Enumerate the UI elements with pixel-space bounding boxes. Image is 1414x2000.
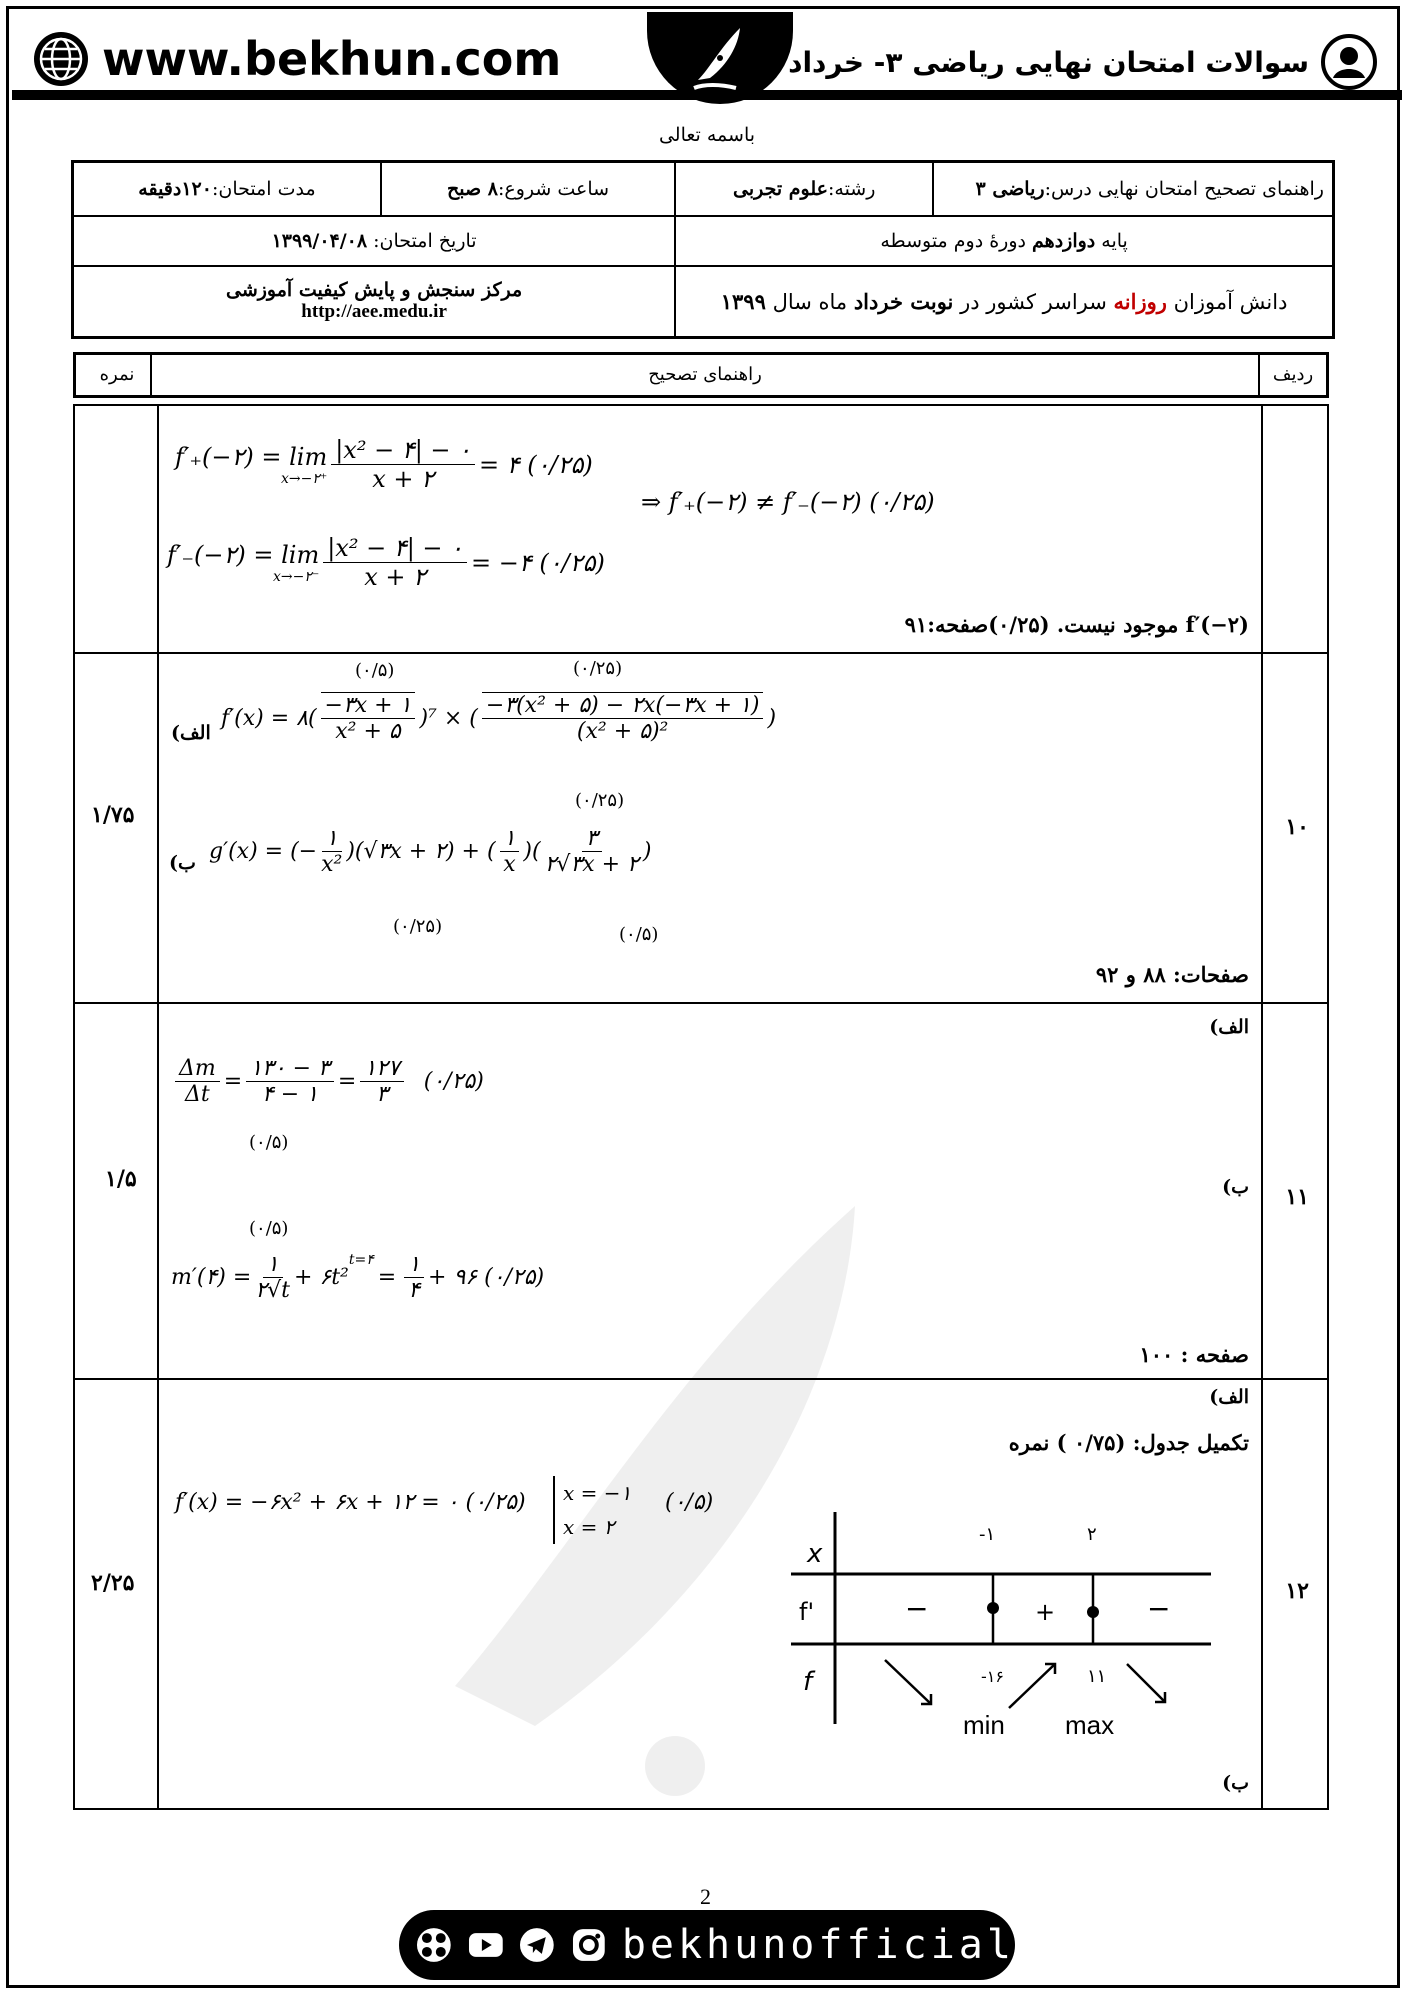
q11-a-den-score: (۰/۵) bbox=[249, 1132, 289, 1153]
answers-header bbox=[73, 352, 1329, 398]
q10-b-score-1: (۰/۲۵) bbox=[393, 916, 443, 937]
site-url[interactable]: www.bekhun.com bbox=[102, 32, 562, 86]
field-value: علوم تجربی bbox=[733, 177, 828, 200]
q11-row-number: ۱۱ bbox=[1285, 1184, 1309, 1210]
row-column-divider bbox=[1261, 406, 1263, 1808]
q12-root-2: x = ۲ bbox=[563, 1515, 615, 1539]
q9-line2-den: x + ۲ bbox=[364, 563, 427, 591]
q10-a-pow: )⁷ × ( bbox=[419, 705, 478, 731]
q11-b-rnum: ۱ bbox=[404, 1252, 424, 1278]
q11-a-res-den: ۳ bbox=[376, 1082, 388, 1107]
q10-b-label: ب) bbox=[169, 852, 196, 874]
q10-a-score-2: (۰/۲۵) bbox=[573, 658, 623, 679]
q10-b-num2: ۱ bbox=[500, 826, 520, 852]
q11-b-plus: + ۶t² bbox=[293, 1265, 349, 1290]
q10-a-close: ) bbox=[767, 705, 777, 731]
students-day: روزانه bbox=[1113, 288, 1167, 314]
q9-line2 bbox=[167, 534, 605, 591]
increasing-arrow bbox=[1009, 1664, 1055, 1708]
students-text-3: ماه سال bbox=[772, 289, 848, 314]
row-divider-q12 bbox=[75, 1378, 1327, 1380]
q10-a-formula bbox=[221, 692, 776, 744]
aparat-icon[interactable] bbox=[415, 1926, 453, 1964]
students-year: ۱۳۹۹ bbox=[720, 288, 766, 314]
grade-suffix: دورهٔ دوم متوسطه bbox=[880, 229, 1026, 252]
q10-b-mid2: )( bbox=[523, 839, 541, 864]
duration-label: مدت امتحان: bbox=[211, 177, 316, 200]
sign-table-v2: ۱۱ bbox=[1087, 1666, 1107, 1687]
q12-score: ۲/۲۵ bbox=[91, 1570, 135, 1596]
row-divider-q10 bbox=[75, 652, 1327, 654]
sign-table-max: max bbox=[1065, 1710, 1115, 1740]
row-divider-q11 bbox=[75, 1002, 1327, 1004]
center-cell bbox=[73, 266, 676, 338]
start-value: ۸ صبح bbox=[447, 177, 498, 200]
q11-page: صفحه : ۱۰۰ bbox=[1139, 1342, 1249, 1367]
q10-a-den1: x² + ۵ bbox=[335, 719, 401, 744]
q10-a-num1: −۳x + ۱ bbox=[321, 693, 416, 719]
grade-prefix: پایه bbox=[1101, 229, 1128, 252]
sign-table-x1: -۱ bbox=[979, 1524, 996, 1545]
sign-table-f-label: f bbox=[803, 1667, 813, 1697]
q11-b-formula bbox=[171, 1252, 544, 1303]
grade-cell bbox=[675, 216, 1333, 266]
q9-line2-rhs: = −۴ (۰/۲۵) bbox=[471, 548, 605, 577]
sign-table-x2: ۲ bbox=[1087, 1524, 1097, 1545]
q11-a-den: ۴ − ۱ bbox=[262, 1082, 319, 1107]
q11-a-res-num: ۱۲۷ bbox=[360, 1056, 403, 1082]
decreasing-arrow-2 bbox=[1127, 1664, 1165, 1702]
q12-equation: f′(x) = −۶x² + ۶x + ۱۲ = ۰ (۰/۲۵) bbox=[175, 1490, 526, 1515]
duration-value: ۱۲۰دقیقه bbox=[138, 177, 212, 200]
q11-b-rden: ۴ bbox=[408, 1278, 421, 1303]
q9-line1-den: x + ۲ bbox=[372, 465, 435, 493]
center-url[interactable]: http://aee.medu.ir bbox=[301, 301, 447, 323]
sign-table-s2: + bbox=[1035, 1598, 1056, 1626]
sign-table-v1: -۱۶ bbox=[981, 1667, 1004, 1686]
sign-table-min: min bbox=[963, 1710, 1005, 1740]
sign-table-fp-label: f' bbox=[799, 1598, 815, 1626]
q10-a-score-1: (۰/۵) bbox=[355, 660, 395, 681]
instagram-icon[interactable] bbox=[570, 1926, 608, 1964]
q12-root-1: x = −۱ bbox=[563, 1481, 632, 1505]
bismillah: باسمه تعالی bbox=[658, 124, 756, 146]
footer-brand[interactable]: bekhunofficial bbox=[621, 1922, 1015, 1968]
site-link[interactable] bbox=[32, 30, 561, 88]
score-column-divider bbox=[157, 406, 159, 1808]
q12-row-number: ۱۲ bbox=[1285, 1578, 1309, 1604]
top-banner bbox=[12, 12, 1402, 100]
q10-b-mid: )(√۳x + ۲) + ( bbox=[346, 839, 496, 864]
q12-b-label: ب) bbox=[1222, 1772, 1249, 1794]
q11-a-score: (۰/۲۵) bbox=[423, 1069, 484, 1094]
q9-line2-sub: x→−۲⁻ bbox=[272, 568, 320, 585]
col-row-header: ردیف bbox=[1272, 364, 1314, 385]
grade-value: دوازدهم bbox=[1032, 229, 1096, 252]
q11-score: ۱/۵ bbox=[105, 1166, 137, 1192]
q9-line1-num: |x² − ۴| − ۰ bbox=[331, 436, 475, 465]
q10-a-f: f′(x) = ۸( bbox=[221, 705, 317, 731]
q10-b-den2: x bbox=[503, 852, 516, 877]
date-cell bbox=[73, 216, 676, 266]
q11-b-eq: = bbox=[377, 1265, 397, 1290]
q10-b-g: g′(x) = (− bbox=[209, 839, 318, 864]
exam-title-text: سوالات امتحان نهایی ریاضی ۳- خرداد ۹۹ bbox=[744, 45, 1309, 79]
q9-implies: ⇒ f′₊(−۲) ≠ f′₋(−۲) (۰/۲۵) bbox=[641, 488, 935, 516]
q11-b-den: ۲√t bbox=[255, 1278, 290, 1303]
students-turn: نوبت خرداد bbox=[853, 288, 954, 314]
q11-b-eval: t=۴ bbox=[348, 1252, 374, 1268]
youtube-icon[interactable] bbox=[467, 1926, 505, 1964]
students-text-1: دانش آموزان bbox=[1173, 289, 1288, 314]
decreasing-arrow-1 bbox=[885, 1660, 931, 1704]
subject-value: ریاضی ۳ bbox=[975, 177, 1045, 200]
q9-line2-lhs: f′₋(−۲) = lim bbox=[167, 540, 320, 569]
q10-a-num2: −۳(x² + ۵) − ۲x(−۳x + ۱) bbox=[482, 693, 764, 719]
q11-a-lhs-num: Δm bbox=[175, 1056, 220, 1082]
q9-line1-rhs: = ۴ (۰/۲۵) bbox=[479, 450, 593, 479]
q11-a-label: الف) bbox=[1209, 1016, 1249, 1038]
q11-b-lhs: m′(۴) = bbox=[171, 1265, 252, 1290]
date-label: تاریخ امتحان: bbox=[373, 229, 477, 252]
field-label: رشته: bbox=[827, 177, 876, 200]
students-cell bbox=[675, 266, 1333, 338]
q10-score: ۱/۷۵ bbox=[91, 802, 135, 828]
q10-a-score-3: (۰/۲۵) bbox=[575, 790, 625, 811]
q10-b-den3: ۲√۳x + ۲ bbox=[544, 852, 639, 877]
start-cell bbox=[381, 162, 675, 216]
q10-a-den2: (x² + ۵)² bbox=[576, 719, 669, 744]
user-icon bbox=[1321, 34, 1377, 90]
q9-line1-lhs: f′₊(−۲) = lim bbox=[175, 442, 328, 471]
q10-b-num3: ۳ bbox=[582, 826, 602, 852]
date-value: ۱۳۹۹/۰۴/۰۸ bbox=[271, 229, 368, 252]
sign-table-s3: − bbox=[1147, 1592, 1171, 1625]
duration-cell bbox=[73, 162, 381, 216]
q11-a-formula: $\frac{\Delta m}{\Delta t}$ = $\frac{۱۳۰ - ۳}{۴ - ۱}$ = $\frac{۱۲۷}{۳}$ (۰/۲۵) bbox=[171, 1056, 484, 1107]
q11-b-num: ۱ bbox=[263, 1252, 283, 1278]
q10-row-number: ۱۰ bbox=[1285, 814, 1309, 840]
q12-table-label: تکمیل جدول: (۰/۷۵ ) نمره bbox=[1008, 1430, 1249, 1455]
q11-b-rest: + ۹۶ (۰/۲۵) bbox=[428, 1265, 545, 1290]
q10-b-close: ) bbox=[642, 839, 652, 864]
q10-b-num1: ۱ bbox=[322, 826, 342, 852]
q11-a-lhs-den: Δt bbox=[185, 1082, 210, 1107]
q10-b-den1: x² bbox=[321, 852, 343, 877]
col-guide-header: راهنمای تصحیح bbox=[150, 355, 1260, 395]
exam-info-table bbox=[71, 160, 1335, 339]
q12-roots-score: (۰/۵) bbox=[665, 1490, 714, 1515]
q10-b-score-2: (۰/۵) bbox=[619, 924, 659, 945]
sign-table-x-label: x bbox=[807, 1539, 823, 1569]
subject-cell bbox=[933, 162, 1333, 216]
exam-title bbox=[744, 34, 1377, 90]
field-cell bbox=[675, 162, 933, 216]
q12-roots bbox=[553, 1476, 631, 1544]
q9-conclusion: f′(−۲) موجود نیست. (۰/۲۵)صفحه:۹۱ bbox=[904, 612, 1249, 637]
q10-pages: صفحات: ۸۸ و ۹۲ bbox=[1095, 962, 1249, 987]
q9-line1-sub: x→−۲⁺ bbox=[280, 470, 328, 487]
q11-a-num: ۱۳۰ − ۳ bbox=[246, 1056, 334, 1082]
q12-a-label: الف) bbox=[1209, 1386, 1249, 1408]
q9-line1 bbox=[175, 436, 593, 493]
telegram-icon[interactable] bbox=[518, 1926, 556, 1964]
globe-icon bbox=[32, 30, 90, 88]
guide-label: راهنمای تصحیح امتحان نهایی درس: bbox=[1044, 177, 1324, 200]
sign-table-s1: − bbox=[905, 1592, 929, 1625]
q9-line2-num: |x² − ۴| − ۰ bbox=[323, 534, 467, 563]
answers-table bbox=[73, 404, 1329, 1810]
q11-b-top-score: (۰/۵) bbox=[249, 1218, 289, 1239]
page-number: 2 bbox=[700, 1884, 711, 1909]
sign-table bbox=[781, 1512, 1211, 1742]
q10-b-formula bbox=[209, 826, 651, 877]
q10-a-label: الف) bbox=[171, 722, 211, 744]
social-footer bbox=[399, 1910, 1015, 1980]
center-name: مرکز سنجش و پایش کیفیت آموزشی bbox=[226, 279, 523, 302]
q11-b-label: ب) bbox=[1222, 1176, 1249, 1198]
start-label: ساعت شروع: bbox=[498, 177, 610, 200]
col-score-header: نمره bbox=[99, 364, 135, 385]
students-text-2: سراسر کشور در bbox=[960, 289, 1107, 314]
